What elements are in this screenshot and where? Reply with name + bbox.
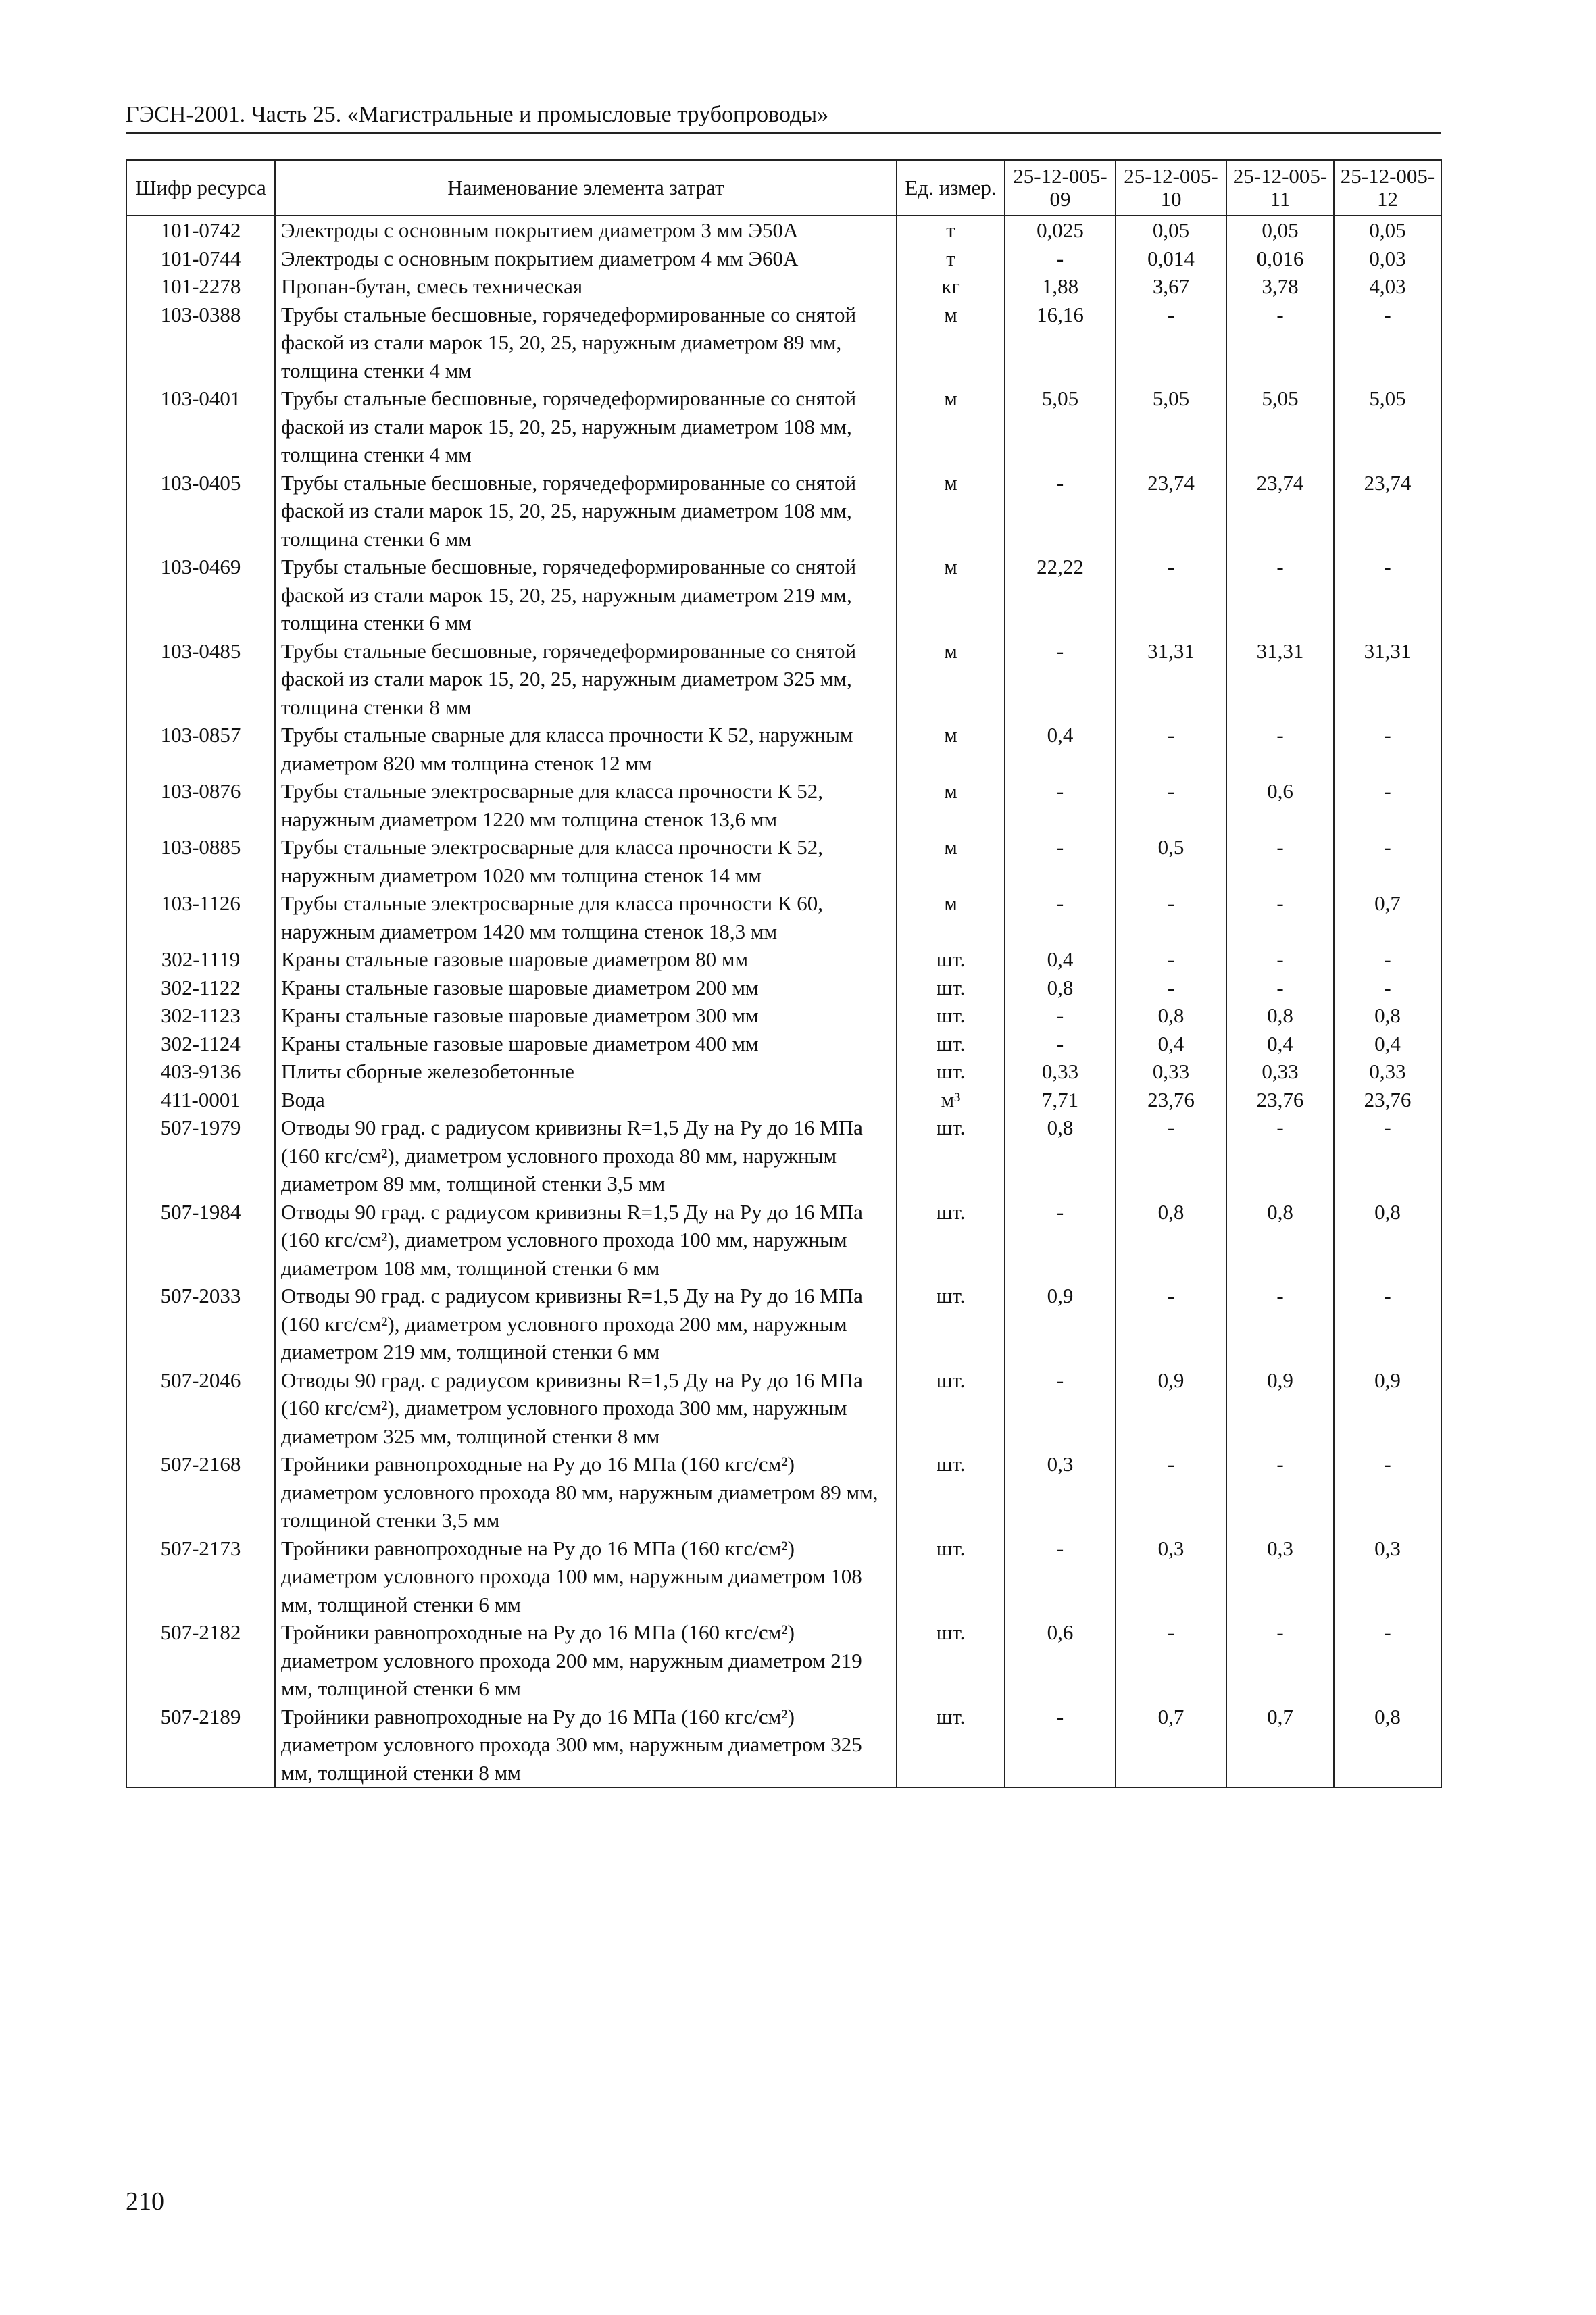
value-005-12: - xyxy=(1334,974,1441,1002)
value-005-10: 31,31 xyxy=(1116,637,1226,722)
unit-of-measure: шт. xyxy=(897,1703,1005,1788)
unit-of-measure: м xyxy=(897,889,1005,945)
value-005-11: - xyxy=(1226,974,1334,1002)
resource-code: 403-9136 xyxy=(126,1057,275,1086)
value-005-12: - xyxy=(1334,833,1441,889)
value-005-11: 0,3 xyxy=(1226,1535,1334,1619)
value-005-12: - xyxy=(1334,721,1441,777)
value-005-10: - xyxy=(1116,1114,1226,1198)
value-005-12: 0,9 xyxy=(1334,1366,1441,1451)
value-005-12: - xyxy=(1334,1114,1441,1198)
header-col-09: 25-12-005-09 xyxy=(1005,160,1116,216)
value-005-11: 0,8 xyxy=(1226,1198,1334,1283)
resource-name: Трубы стальные электросварные для класса прочности К 52, наружным диаметром 1220 мм толщина стенок 13,6 мм xyxy=(275,777,897,833)
value-005-12: 31,31 xyxy=(1334,637,1441,722)
value-005-09: - xyxy=(1005,469,1116,553)
value-005-12: 4,03 xyxy=(1334,272,1441,301)
resource-code: 103-0401 xyxy=(126,384,275,469)
table-row xyxy=(126,1030,1441,1058)
unit-of-measure: м xyxy=(897,721,1005,777)
table-row xyxy=(126,1703,1441,1788)
header-col-11: 25-12-005-11 xyxy=(1226,160,1334,216)
resource-name: Отводы 90 град. с радиусом кривизны R=1,5 Ду на Ру до 16 МПа (160 кгс/см²), диаметром условного прохода 300 мм, наружным диаметром 325 мм, толщиной стенки 8 мм xyxy=(275,1366,897,1451)
value-005-09: - xyxy=(1005,777,1116,833)
value-005-10: 0,4 xyxy=(1116,1030,1226,1058)
resource-name: Плиты сборные железобетонные xyxy=(275,1057,897,1086)
unit-of-measure: шт. xyxy=(897,1535,1005,1619)
value-005-10: 5,05 xyxy=(1116,384,1226,469)
resource-code: 302-1124 xyxy=(126,1030,275,1058)
value-005-09: 16,16 xyxy=(1005,301,1116,385)
unit-of-measure: шт. xyxy=(897,974,1005,1002)
resource-code: 101-0744 xyxy=(126,245,275,273)
value-005-10: 23,76 xyxy=(1116,1086,1226,1114)
table-row xyxy=(126,1114,1441,1198)
unit-of-measure: м xyxy=(897,384,1005,469)
unit-of-measure: шт. xyxy=(897,1001,1005,1030)
value-005-11: - xyxy=(1226,301,1334,385)
resource-name: Вода xyxy=(275,1086,897,1114)
value-005-09: 0,3 xyxy=(1005,1450,1116,1535)
resource-name: Тройники равнопроходные на Ру до 16 МПа (160 кгс/см²) диаметром условного прохода 100 мм, наружным диаметром 108 мм, толщиной стенки 6 мм xyxy=(275,1535,897,1619)
table-row xyxy=(126,553,1441,637)
value-005-12: - xyxy=(1334,553,1441,637)
value-005-11: - xyxy=(1226,1282,1334,1366)
value-005-10: - xyxy=(1116,721,1226,777)
value-005-09: - xyxy=(1005,1198,1116,1283)
value-005-12: 23,76 xyxy=(1334,1086,1441,1114)
resource-name: Электроды с основным покрытием диаметром 4 мм Э60А xyxy=(275,245,897,273)
resource-code: 302-1123 xyxy=(126,1001,275,1030)
unit-of-measure: м xyxy=(897,777,1005,833)
value-005-10: 0,05 xyxy=(1116,216,1226,245)
resource-name: Краны стальные газовые шаровые диаметром 200 мм xyxy=(275,974,897,1002)
resource-name: Пропан-бутан, смесь техническая xyxy=(275,272,897,301)
value-005-09: 0,9 xyxy=(1005,1282,1116,1366)
table-row xyxy=(126,721,1441,777)
value-005-09: - xyxy=(1005,1366,1116,1451)
page-header xyxy=(126,101,1441,134)
resource-name: Трубы стальные бесшовные, горячедеформированные со снятой фаской из стали марок 15, 20, 25, наружным диаметром 89 мм, толщина стенки 4 мм xyxy=(275,301,897,385)
value-005-11: 0,7 xyxy=(1226,1703,1334,1788)
value-005-09: 0,6 xyxy=(1005,1618,1116,1703)
resource-code: 103-0405 xyxy=(126,469,275,553)
unit-of-measure: м xyxy=(897,833,1005,889)
value-005-12: - xyxy=(1334,1450,1441,1535)
value-005-10: 3,67 xyxy=(1116,272,1226,301)
value-005-10: 23,74 xyxy=(1116,469,1226,553)
table-row xyxy=(126,1535,1441,1619)
value-005-12: 23,74 xyxy=(1334,469,1441,553)
value-005-11: 3,78 xyxy=(1226,272,1334,301)
resource-code: 103-0388 xyxy=(126,301,275,385)
value-005-11: 23,74 xyxy=(1226,469,1334,553)
value-005-11: 23,76 xyxy=(1226,1086,1334,1114)
table-row xyxy=(126,974,1441,1002)
unit-of-measure: шт. xyxy=(897,1618,1005,1703)
value-005-10: 0,7 xyxy=(1116,1703,1226,1788)
value-005-09: - xyxy=(1005,1703,1116,1788)
value-005-10: - xyxy=(1116,1282,1226,1366)
resource-name: Электроды с основным покрытием диаметром 3 мм Э50А xyxy=(275,216,897,245)
resource-name: Трубы стальные бесшовные, горячедеформированные со снятой фаской из стали марок 15, 20, 25, наружным диаметром 108 мм, толщина стенки 6 мм xyxy=(275,469,897,553)
table-row xyxy=(126,945,1441,974)
value-005-09: 0,4 xyxy=(1005,721,1116,777)
unit-of-measure: т xyxy=(897,216,1005,245)
resource-name: Трубы стальные электросварные для класса прочности К 52, наружным диаметром 1020 мм толщина стенок 14 мм xyxy=(275,833,897,889)
unit-of-measure: шт. xyxy=(897,1450,1005,1535)
page-number: 210 xyxy=(126,2187,164,2216)
value-005-10: - xyxy=(1116,974,1226,1002)
value-005-12: 5,05 xyxy=(1334,384,1441,469)
table-row xyxy=(126,1366,1441,1451)
value-005-10: - xyxy=(1116,777,1226,833)
unit-of-measure: шт. xyxy=(897,1366,1005,1451)
value-005-09: - xyxy=(1005,889,1116,945)
value-005-09: 0,33 xyxy=(1005,1057,1116,1086)
value-005-12: 0,4 xyxy=(1334,1030,1441,1058)
value-005-12: - xyxy=(1334,945,1441,974)
value-005-11: 0,05 xyxy=(1226,216,1334,245)
value-005-09: 0,8 xyxy=(1005,974,1116,1002)
table-row xyxy=(126,1001,1441,1030)
table-row xyxy=(126,1057,1441,1086)
value-005-09: - xyxy=(1005,245,1116,273)
resource-name: Тройники равнопроходные на Ру до 16 МПа (160 кгс/см²) диаметром условного прохода 300 мм, наружным диаметром 325 мм, толщиной стенки 8 мм xyxy=(275,1703,897,1788)
value-005-10: 0,9 xyxy=(1116,1366,1226,1451)
value-005-11: 0,4 xyxy=(1226,1030,1334,1058)
value-005-11: 5,05 xyxy=(1226,384,1334,469)
resource-name: Трубы стальные сварные для класса прочности К 52, наружным диаметром 820 мм толщина стенок 12 мм xyxy=(275,721,897,777)
value-005-12: 0,3 xyxy=(1334,1535,1441,1619)
unit-of-measure: шт. xyxy=(897,945,1005,974)
resource-name: Трубы стальные бесшовные, горячедеформированные со снятой фаской из стали марок 15, 20, 25, наружным диаметром 108 мм, толщина стенки 4 мм xyxy=(275,384,897,469)
resource-code: 507-2033 xyxy=(126,1282,275,1366)
value-005-10: - xyxy=(1116,553,1226,637)
unit-of-measure: м xyxy=(897,301,1005,385)
resource-name: Краны стальные газовые шаровые диаметром 300 мм xyxy=(275,1001,897,1030)
value-005-12: 0,8 xyxy=(1334,1198,1441,1283)
value-005-11: 0,6 xyxy=(1226,777,1334,833)
value-005-11: - xyxy=(1226,553,1334,637)
table-body xyxy=(126,216,1441,1787)
resource-name: Отводы 90 град. с радиусом кривизны R=1,5 Ду на Ру до 16 МПа (160 кгс/см²), диаметром условного прохода 100 мм, наружным диаметром 108 мм, толщиной стенки 6 мм xyxy=(275,1198,897,1283)
value-005-12: 0,7 xyxy=(1334,889,1441,945)
value-005-11: 0,016 xyxy=(1226,245,1334,273)
value-005-12: 0,03 xyxy=(1334,245,1441,273)
value-005-09: - xyxy=(1005,833,1116,889)
value-005-10: - xyxy=(1116,1618,1226,1703)
resource-code: 103-1126 xyxy=(126,889,275,945)
table-row xyxy=(126,272,1441,301)
unit-of-measure: шт. xyxy=(897,1198,1005,1283)
value-005-12: 0,33 xyxy=(1334,1057,1441,1086)
value-005-11: 31,31 xyxy=(1226,637,1334,722)
table-row xyxy=(126,216,1441,245)
value-005-09: 0,8 xyxy=(1005,1114,1116,1198)
value-005-11: - xyxy=(1226,721,1334,777)
resource-table xyxy=(126,159,1442,1788)
resource-name: Трубы стальные бесшовные, горячедеформированные со снятой фаской из стали марок 15, 20, 25, наружным диаметром 325 мм, толщина стенки 8 мм xyxy=(275,637,897,722)
table-row xyxy=(126,889,1441,945)
unit-of-measure: т xyxy=(897,245,1005,273)
value-005-09: 7,71 xyxy=(1005,1086,1116,1114)
table-row xyxy=(126,777,1441,833)
value-005-12: - xyxy=(1334,1618,1441,1703)
value-005-10: 0,33 xyxy=(1116,1057,1226,1086)
table-row xyxy=(126,1282,1441,1366)
value-005-11: 0,9 xyxy=(1226,1366,1334,1451)
resource-name: Тройники равнопроходные на Ру до 16 МПа (160 кгс/см²) диаметром условного прохода 200 мм, наружным диаметром 219 мм, толщиной стенки 6 мм xyxy=(275,1618,897,1703)
resource-code: 103-0485 xyxy=(126,637,275,722)
table-row xyxy=(126,1198,1441,1283)
unit-of-measure: шт. xyxy=(897,1057,1005,1086)
header-col-10: 25-12-005-10 xyxy=(1116,160,1226,216)
value-005-12: 0,05 xyxy=(1334,216,1441,245)
value-005-11: 0,33 xyxy=(1226,1057,1334,1086)
value-005-11: 0,8 xyxy=(1226,1001,1334,1030)
unit-of-measure: м xyxy=(897,469,1005,553)
value-005-12: - xyxy=(1334,301,1441,385)
value-005-10: - xyxy=(1116,945,1226,974)
value-005-11: - xyxy=(1226,1618,1334,1703)
resource-code: 507-2173 xyxy=(126,1535,275,1619)
resource-name: Краны стальные газовые шаровые диаметром 400 мм xyxy=(275,1030,897,1058)
resource-name: Отводы 90 град. с радиусом кривизны R=1,5 Ду на Ру до 16 МПа (160 кгс/см²), диаметром условного прохода 80 мм, наружным диаметром 89 мм, толщиной стенки 3,5 мм xyxy=(275,1114,897,1198)
value-005-10: 0,3 xyxy=(1116,1535,1226,1619)
value-005-09: 22,22 xyxy=(1005,553,1116,637)
value-005-10: 0,8 xyxy=(1116,1198,1226,1283)
unit-of-measure: м³ xyxy=(897,1086,1005,1114)
resource-code: 507-1984 xyxy=(126,1198,275,1283)
value-005-09: 0,4 xyxy=(1005,945,1116,974)
value-005-09: 0,025 xyxy=(1005,216,1116,245)
value-005-09: - xyxy=(1005,637,1116,722)
unit-of-measure: шт. xyxy=(897,1030,1005,1058)
table-row xyxy=(126,1618,1441,1703)
value-005-10: - xyxy=(1116,1450,1226,1535)
resource-name: Трубы стальные электросварные для класса прочности К 60, наружным диаметром 1420 мм толщина стенок 18,3 мм xyxy=(275,889,897,945)
resource-code: 302-1122 xyxy=(126,974,275,1002)
resource-code: 507-1979 xyxy=(126,1114,275,1198)
table-row xyxy=(126,1450,1441,1535)
value-005-11: - xyxy=(1226,945,1334,974)
table-row xyxy=(126,833,1441,889)
value-005-09: 1,88 xyxy=(1005,272,1116,301)
table-row xyxy=(126,469,1441,553)
resource-code: 103-0885 xyxy=(126,833,275,889)
document-title: ГЭСН-2001. Часть 25. «Магистральные и промысловые трубопроводы» xyxy=(126,102,829,127)
table-row xyxy=(126,637,1441,722)
value-005-12: 0,8 xyxy=(1334,1703,1441,1788)
unit-of-measure: шт. xyxy=(897,1114,1005,1198)
value-005-11: - xyxy=(1226,1114,1334,1198)
value-005-12: - xyxy=(1334,777,1441,833)
value-005-10: 0,8 xyxy=(1116,1001,1226,1030)
header-col-12: 25-12-005-12 xyxy=(1334,160,1441,216)
table-header-row xyxy=(126,160,1441,216)
resource-code: 507-2046 xyxy=(126,1366,275,1451)
resource-code: 302-1119 xyxy=(126,945,275,974)
resource-code: 103-0469 xyxy=(126,553,275,637)
unit-of-measure: м xyxy=(897,637,1005,722)
resource-name: Тройники равнопроходные на Ру до 16 МПа (160 кгс/см²) диаметром условного прохода 80 мм, наружным диаметром 89 мм, толщиной стенки 3,5 мм xyxy=(275,1450,897,1535)
resource-code: 103-0876 xyxy=(126,777,275,833)
value-005-10: - xyxy=(1116,889,1226,945)
unit-of-measure: шт. xyxy=(897,1282,1005,1366)
value-005-10: - xyxy=(1116,301,1226,385)
resource-code: 507-2182 xyxy=(126,1618,275,1703)
unit-of-measure: м xyxy=(897,553,1005,637)
table-row xyxy=(126,245,1441,273)
value-005-10: 0,5 xyxy=(1116,833,1226,889)
resource-code: 103-0857 xyxy=(126,721,275,777)
value-005-09: - xyxy=(1005,1030,1116,1058)
resource-name: Краны стальные газовые шаровые диаметром 80 мм xyxy=(275,945,897,974)
value-005-11: - xyxy=(1226,889,1334,945)
header-unit: Ед. измер. xyxy=(897,160,1005,216)
value-005-12: 0,8 xyxy=(1334,1001,1441,1030)
table-row xyxy=(126,1086,1441,1114)
value-005-11: - xyxy=(1226,1450,1334,1535)
resource-code: 507-2189 xyxy=(126,1703,275,1788)
value-005-12: - xyxy=(1334,1282,1441,1366)
table-row xyxy=(126,301,1441,385)
resource-name: Отводы 90 град. с радиусом кривизны R=1,5 Ду на Ру до 16 МПа (160 кгс/см²), диаметром условного прохода 200 мм, наружным диаметром 219 мм, толщиной стенки 6 мм xyxy=(275,1282,897,1366)
unit-of-measure: кг xyxy=(897,272,1005,301)
header-code: Шифр ресурса xyxy=(126,160,275,216)
resource-name: Трубы стальные бесшовные, горячедеформированные со снятой фаской из стали марок 15, 20, 25, наружным диаметром 219 мм, толщина стенки 6 мм xyxy=(275,553,897,637)
resource-code: 411-0001 xyxy=(126,1086,275,1114)
value-005-10: 0,014 xyxy=(1116,245,1226,273)
value-005-09: 5,05 xyxy=(1005,384,1116,469)
table-row xyxy=(126,384,1441,469)
header-name: Наименование элемента затрат xyxy=(275,160,897,216)
resource-code: 101-0742 xyxy=(126,216,275,245)
resource-code: 101-2278 xyxy=(126,272,275,301)
value-005-09: - xyxy=(1005,1001,1116,1030)
value-005-09: - xyxy=(1005,1535,1116,1619)
resource-code: 507-2168 xyxy=(126,1450,275,1535)
value-005-11: - xyxy=(1226,833,1334,889)
